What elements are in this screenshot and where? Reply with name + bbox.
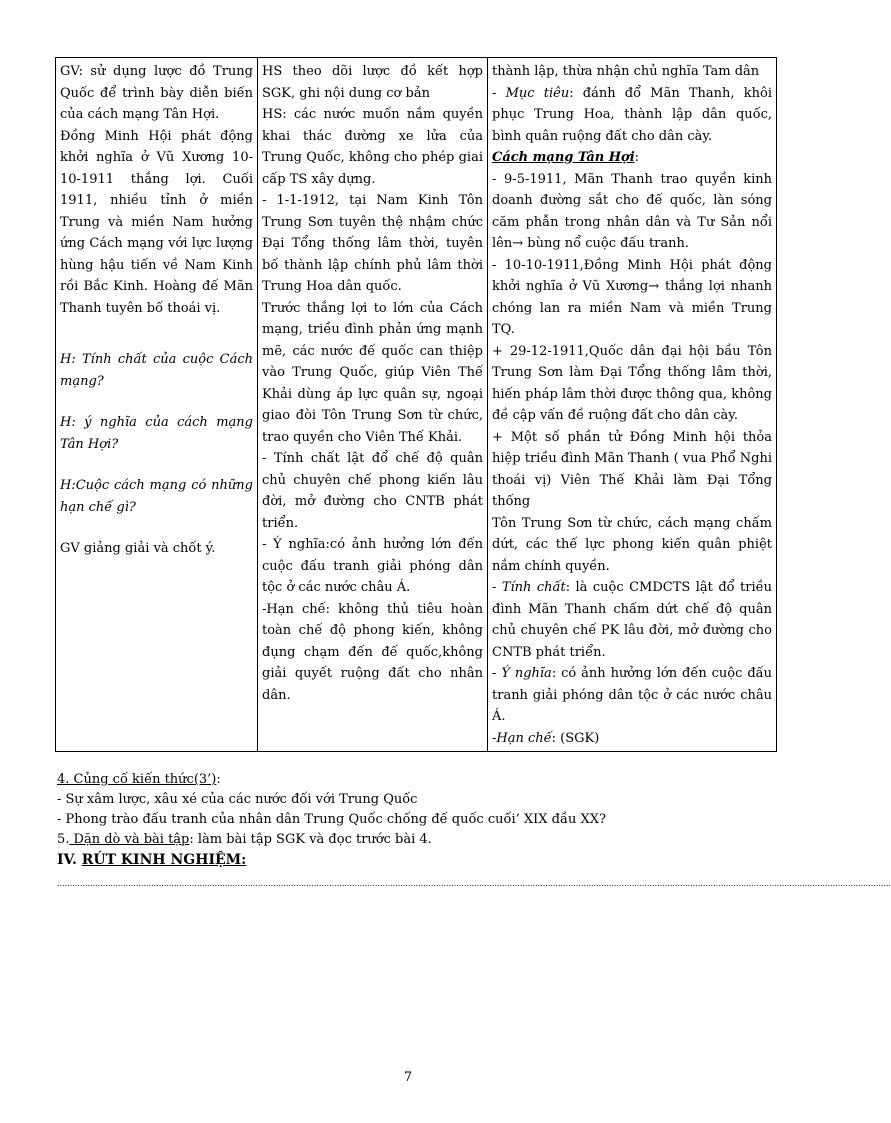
- lesson-table: [55, 57, 777, 752]
- event-2-text: - 10-10-1911,Đồng Minh Hội phát động khởi nghĩa ở Vũ Xương: [492, 257, 772, 294]
- limit-text: : (SGK): [551, 730, 600, 746]
- content-text-7: Tôn Trung Sơn từ chức, cách mạng chấm dứt, các thế lực phong kiến quân phiệt nắm chính quyền.: [492, 515, 772, 574]
- section-6-number: IV.: [57, 852, 82, 868]
- content-cell: [488, 58, 777, 752]
- content-text-3: [492, 169, 772, 255]
- student-text-6: - Ý nghĩa:có ảnh hưởng lớn đến cuộc đấu tranh giải phóng dân tộc ở các nước châu Á.: [262, 537, 483, 595]
- content-meaning: [492, 663, 772, 728]
- table-row: [56, 58, 777, 752]
- content-heading: [492, 147, 772, 169]
- section-5-number: 5.: [57, 832, 70, 847]
- section-6-heading: [57, 850, 757, 870]
- section-4-colon: :: [216, 772, 221, 787]
- question-2: H: ý nghĩa của cách mạng Tân Hợi?: [60, 415, 253, 452]
- teacher-text-3: GV giảng giải và chốt ý.: [60, 541, 216, 556]
- content-text-1: thành lập, thừa nhận chủ nghĩa Tam dân: [492, 64, 760, 79]
- section-5-text: : làm bài tập SGK và đọc trước bài 4.: [189, 832, 432, 847]
- section-6-title: RÚT KINH NGHIỆM:: [81, 852, 247, 868]
- student-text-2: HS: các nước muốn nắm quyền khai thác đường xe lửa của Trung Quốc, không cho phép giai cấp TS xây dựng.: [262, 107, 483, 187]
- content-text-4: [492, 255, 772, 341]
- content-nature: [492, 577, 772, 663]
- meaning-label: - Ý nghĩa: [492, 666, 552, 681]
- event-2-result: thắng lợi nhanh chóng lan ra miền Nam và miền Trung TQ.: [492, 279, 772, 337]
- section-4-heading: [57, 770, 757, 790]
- question-3: H:Cuộc cách mạng có những hạn chế gì?: [60, 478, 253, 515]
- goal-label: - Mục tiêu: [492, 85, 570, 101]
- nature-text: : là cuộc CMDCTS lật đổ triều đình Mãn Thanh chấm dứt chế độ quân chủ chuyên chế PK lâu đời, mở đường cho CNTB phát triển.: [492, 580, 772, 660]
- arrow-icon: →: [512, 236, 524, 251]
- section-4-title: 4. Củng cố kiến thức(3’): [57, 772, 217, 787]
- question-1: H: Tính chất của cuộc Cách mạng?: [60, 352, 253, 389]
- notes-dotted-line: ........................................................................................................................................................................................................................................................................................................................................: [57, 879, 891, 888]
- section-5: [57, 830, 757, 850]
- arrow-icon: →: [648, 279, 660, 294]
- teacher-text-2: Đồng Minh Hội phát động khởi nghĩa ở Vũ Xương 10-10-1911 thắng lợi. Cuối 1911, nhiều tỉnh ở miền Trung và miền Nam hưởng ứng Cách mạng với lực lượng hùng hậu tiến về Nam Kinh rồi Bắc Kinh. Hoàng đế Mãn Thanh tuyên bố thoái vị.: [60, 128, 253, 316]
- heading-suffix: :: [634, 150, 640, 165]
- teacher-activity-cell: [56, 58, 258, 752]
- event-1-result: bùng nổ cuộc đấu tranh.: [523, 236, 690, 251]
- student-text-4: Trước thắng lợi to lớn của Cách mạng, triều đình phản ứng mạnh mẽ, các nước đế quốc can thiệp vào Trung Quốc, giúp Viên Thế Khải dùng áp lực quân sự, ngoại giao đòi Tôn Trung Sơn từ chức, trao quyền cho Viên Thế Khải.: [262, 300, 483, 445]
- limit-label: -Hạn chế: [492, 730, 552, 746]
- lesson-footer: [57, 770, 757, 870]
- section-4-item-1: - Sự xâm lược, xâu xé của các nước đối với Trung Quốc: [57, 792, 418, 807]
- section-5-title: Dặn dò và bài tập: [69, 832, 190, 847]
- meaning-text: : có ảnh hưởng lớn đến cuộc đấu tranh giải phóng dân tộc ở các nước châu Á.: [492, 666, 773, 724]
- page-number: 7: [403, 1070, 413, 1085]
- student-text-5: - Tính chất lật đổ chế độ quân chủ chuyên chế phong kiến lâu đời, mở đường cho CNTB phát triển.: [262, 451, 483, 531]
- content-text-6: + Một số phần tử Đồng Minh hội thỏa hiệp triều đình Mãn Thanh ( vua Phổ Nghi thoái vị) Viên Thế Khải làm Đại Tổng thống: [492, 429, 772, 509]
- content-goal: [492, 83, 772, 148]
- section-4-item-2: - Phong trào đấu tranh của nhân dân Trung Quốc chống đế quốc cuối’ XIX đầu XX?: [57, 812, 606, 827]
- student-text-3: - 1-1-1912, tại Nam Kinh Tôn Trung Sơn tuyên thệ nhậm chức Đại Tổng thống lâm thời, tuyên bố thành lập chính phủ lâm thời Trung Hoa dân quốc.: [262, 193, 483, 294]
- student-activity-cell: [258, 58, 488, 752]
- event-1-text: - 9-5-1911, Mãn Thanh trao quyền kinh doanh đường sắt cho đế quốc, làn sóng căm phẫn trong nhân dân và Tư Sản nổi lên: [492, 171, 772, 251]
- student-text-7: -Hạn chế: không thủ tiêu hoàn toàn chế độ phong kiến, không đụng chạm đến đế quốc,không giải quyết ruộng đất cho nhân dân.: [262, 601, 483, 703]
- student-text-1: HS theo dõi lược đồ kết hợp SGK, ghi nội dung cơ bản: [262, 64, 483, 101]
- section-heading: Cách mạng Tân Hợi: [492, 150, 635, 165]
- content-limit: [492, 728, 772, 750]
- teacher-text-1: GV: sử dụng lược đồ Trung Quốc để trình bày diễn biến của cách mạng Tân Hợi.: [60, 64, 253, 122]
- goal-text: : đánh đổ Mãn Thanh, khôi phục Trung Hoa, thành lập dân quốc, bình quân ruộng đất cho dân cày.: [492, 85, 772, 144]
- content-text-5: + 29-12-1911,Quốc dân đại hội bầu Tôn Trung Sơn làm Đại Tổng thống lâm thời, hiến pháp lâm thời được thông qua, không đề cập vấn đề ruộng đất cho dân cày.: [492, 343, 772, 423]
- nature-label: - Tính chất: [492, 580, 566, 595]
